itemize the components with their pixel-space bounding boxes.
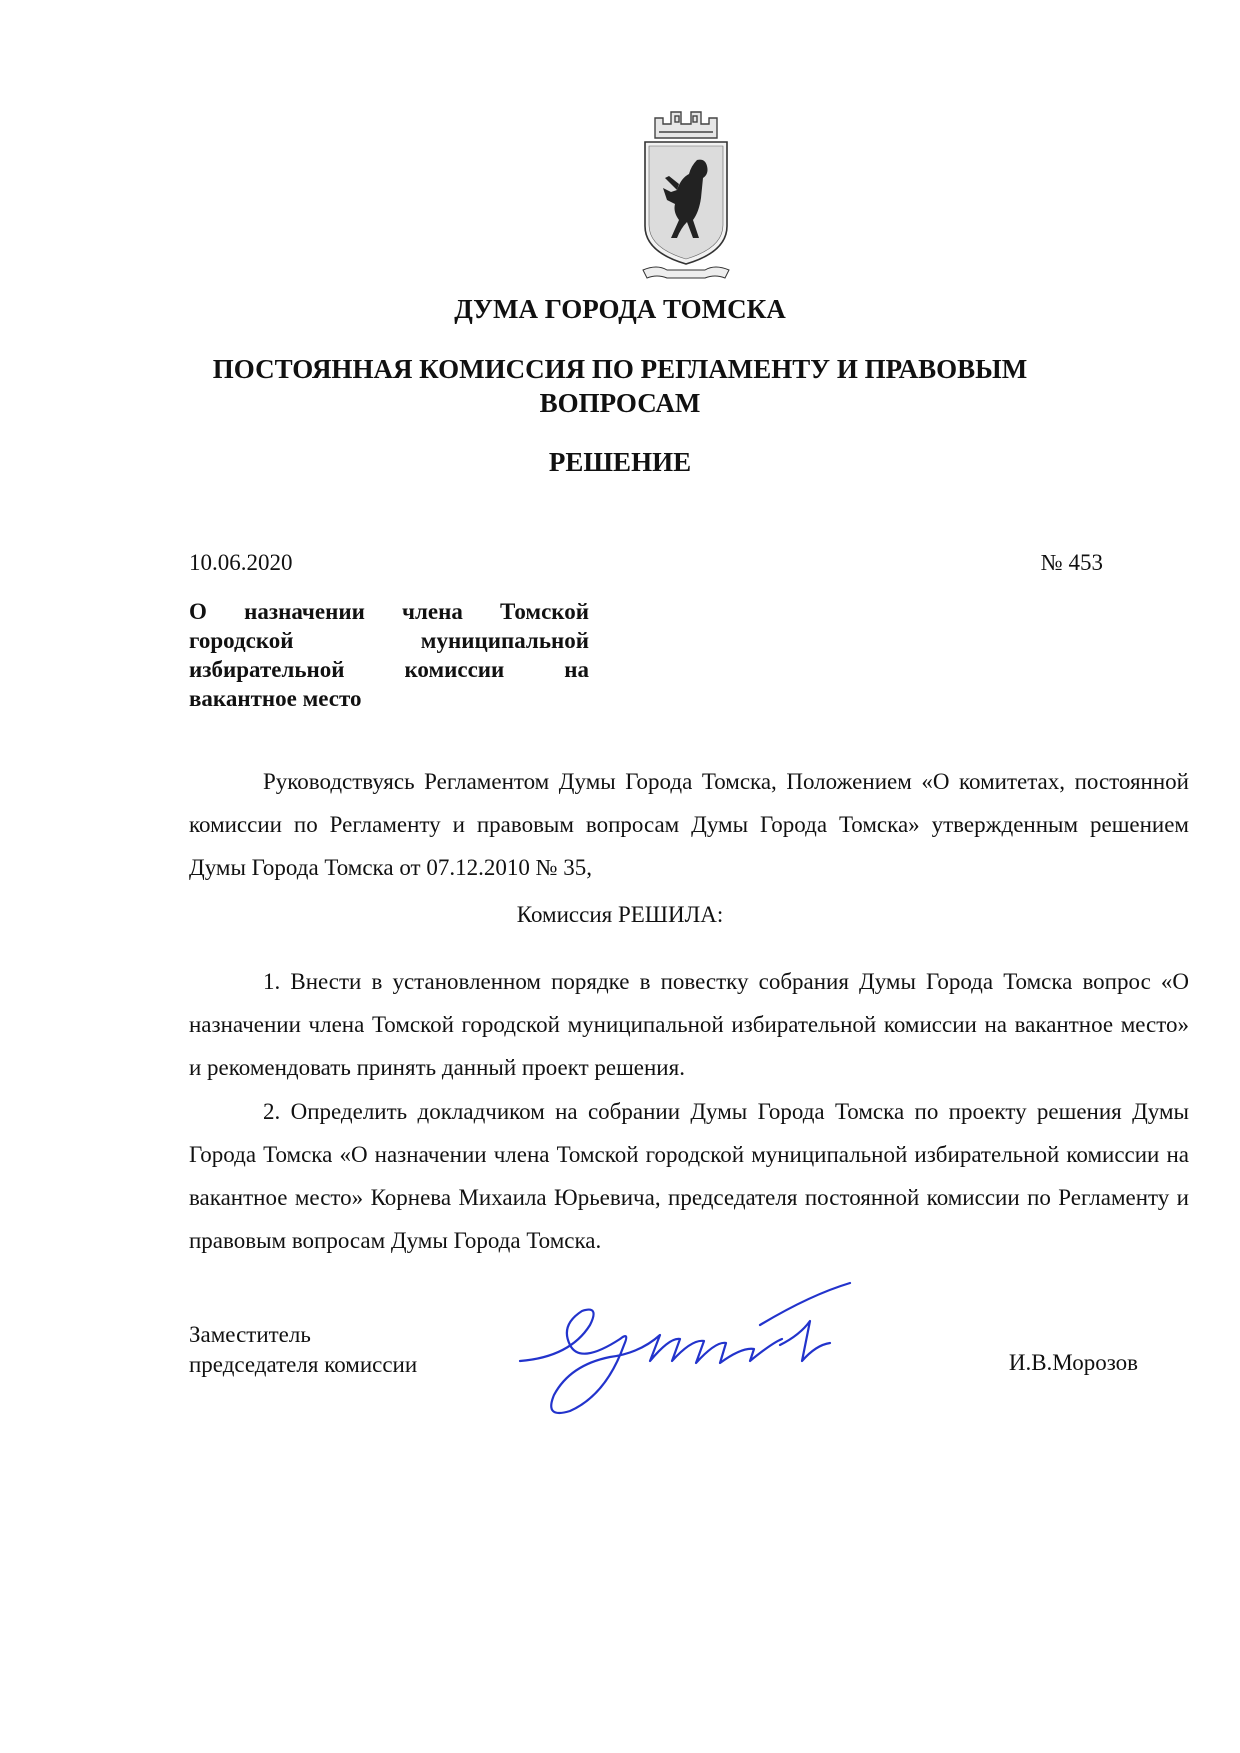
signer-position-line-1: Заместитель <box>189 1322 311 1347</box>
handwritten-signature <box>510 1265 890 1425</box>
organization-title: ДУМА ГОРОДА ТОМСКА <box>454 294 786 324</box>
preamble-paragraph: Руководствуясь Регламентом Думы Города Томска, Положением «О комитетах, постоянной комиссии по Регламенту и правовым вопросам Думы Города Томска» утвержденным решением Думы Города Томска от 07.12.2010 № 35, <box>189 769 1189 880</box>
signer-position <box>189 1320 417 1380</box>
coat-of-arms-icon <box>637 108 735 284</box>
committee-title: ПОСТОЯННАЯ КОМИССИЯ ПО РЕГЛАМЕНТУ И ПРАВОВЫМ ВОПРОСАМ <box>212 354 1028 418</box>
document-date: 10.06.2020 <box>189 550 293 575</box>
resolution-heading: Комиссия РЕШИЛА: <box>516 902 724 927</box>
resolution-item-2: 2. Определить докладчиком на собрании Думы Города Томска по проекту решения Думы Города Томска «О назначении члена Томской городской муниципальной избирательной комиссии на вакантное место» Корнева Михаила Юрьевича, председателя постоянной комиссии по Регламенту и правовым вопросам Думы Города Томска. <box>189 1099 1189 1253</box>
document-number: № 453 <box>1040 550 1103 575</box>
document-type: РЕШЕНИЕ <box>548 447 692 477</box>
signer-position-line-2: председателя комиссии <box>189 1352 418 1377</box>
resolution-item-1: 1. Внести в установленном порядке в повестку собрания Думы Города Томска вопрос «О назначении члена Томской городской муниципальной избирательной комиссии на вакантное место» и рекомендовать принять данный проект решения. <box>189 969 1189 1080</box>
document-subject: О назначении члена Томской городской муниципальной избирательной комиссии на вакантное место <box>189 599 589 711</box>
signer-name: И.В.Морозов <box>1008 1350 1138 1375</box>
